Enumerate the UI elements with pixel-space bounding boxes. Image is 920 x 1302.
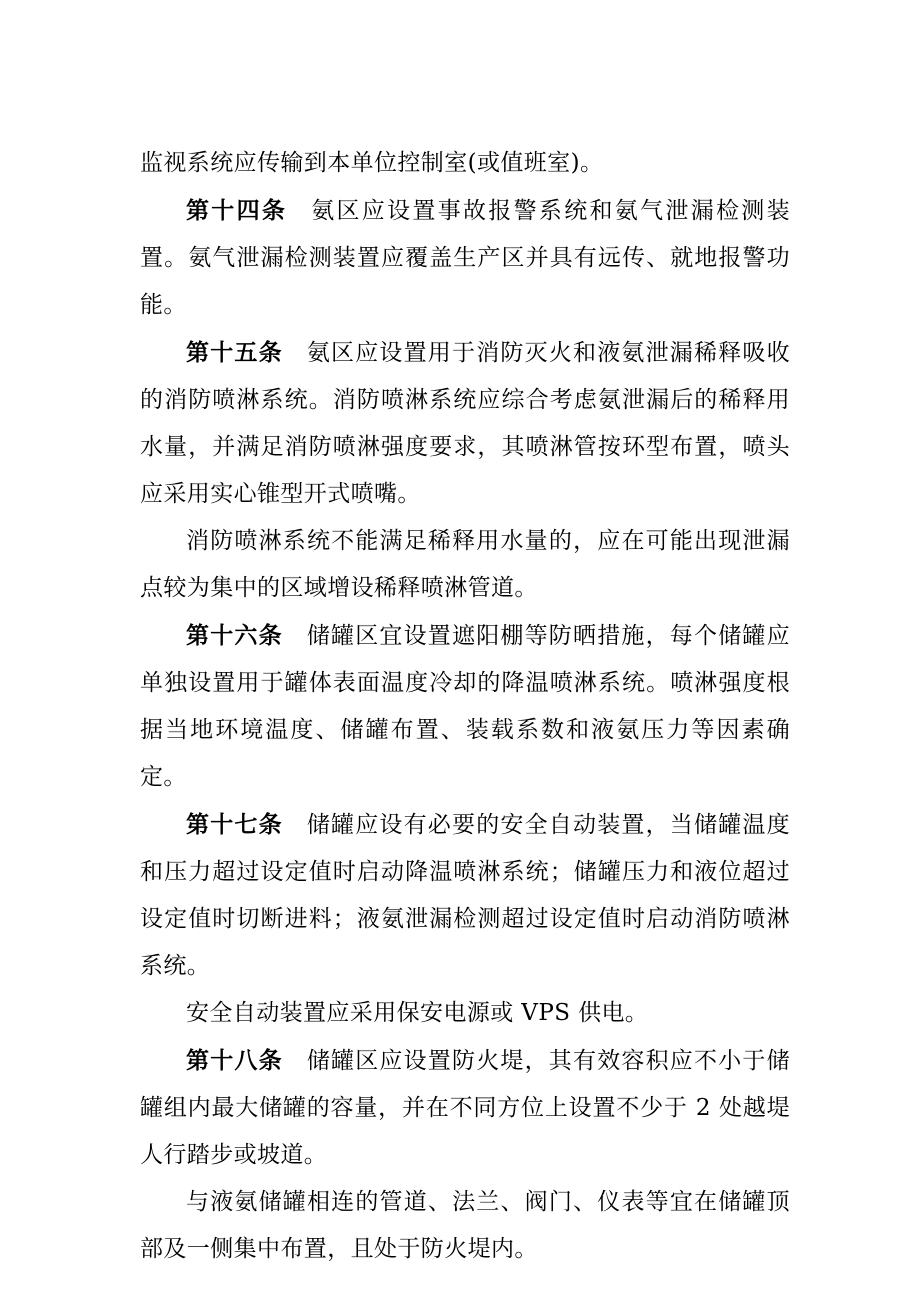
article-number: 第十四条 [186,197,288,224]
article-18 [140,1037,790,1179]
paragraph-text: 消防喷淋系统不能满足稀释用水量的，应在可能出现泄漏点较为集中的区域增设稀释喷淋管道。 [140,528,790,601]
article-15-sub [140,518,790,612]
paragraph-text: 储罐应设有必要的安全自动装置，当储罐温度和压力超过设定值时启动降温喷淋系统；储罐压力和液位超过设定值时切断进料；液氨泄漏检测超过设定值时启动消防喷淋系统。 [140,812,791,979]
paragraph-text: 储罐区应设置防火堤，其有效容积应不小于储罐组内最大储罐的容量，并在不同方位上设置不少于 2 处越堤人行踏步或坡道。 [140,1048,791,1168]
article-15 [140,329,790,518]
paragraph-text: 监视系统应传输到本单位控制室(或值班室)。 [140,150,604,176]
article-18-sub [140,1179,790,1273]
paragraph-text: 氨区应设置事故报警系统和氨气泄漏检测装置。氨气泄漏检测装置应覆盖生产区并具有远传、就地报警功能。 [140,198,790,318]
paragraph-text: 与液氨储罐相连的管道、法兰、阀门、仪表等宜在储罐顶部及一侧集中布置，且处于防火堤内。 [140,1189,790,1262]
article-14 [140,187,790,329]
article-number: 第十六条 [186,622,283,649]
article-number: 第十七条 [186,811,283,838]
article-16 [140,612,790,801]
paragraph-text: 储罐区宜设置遮阳棚等防晒措施，每个储罐应单独设置用于罐体表面温度冷却的降温喷淋系统。喷淋强度根据当地环境温度、储罐布置、装载系数和液氨压力等因素确定。 [140,623,791,790]
document-body [140,140,790,1273]
article-17 [140,801,790,990]
paragraph-text: 安全自动装置应采用保安电源或 VPS 供电。 [186,1000,649,1026]
paragraph-continuation [140,140,790,187]
article-number: 第十五条 [186,339,283,366]
article-17-sub [140,990,790,1037]
article-number: 第十八条 [186,1047,283,1074]
paragraph-text: 氨区应设置用于消防灭火和液氨泄漏稀释吸收的消防喷淋系统。消防喷淋系统应综合考虑氨泄漏后的稀释用水量，并满足消防喷淋强度要求，其喷淋管按环型布置，喷头应采用实心锥型开式喷嘴。 [140,340,791,507]
